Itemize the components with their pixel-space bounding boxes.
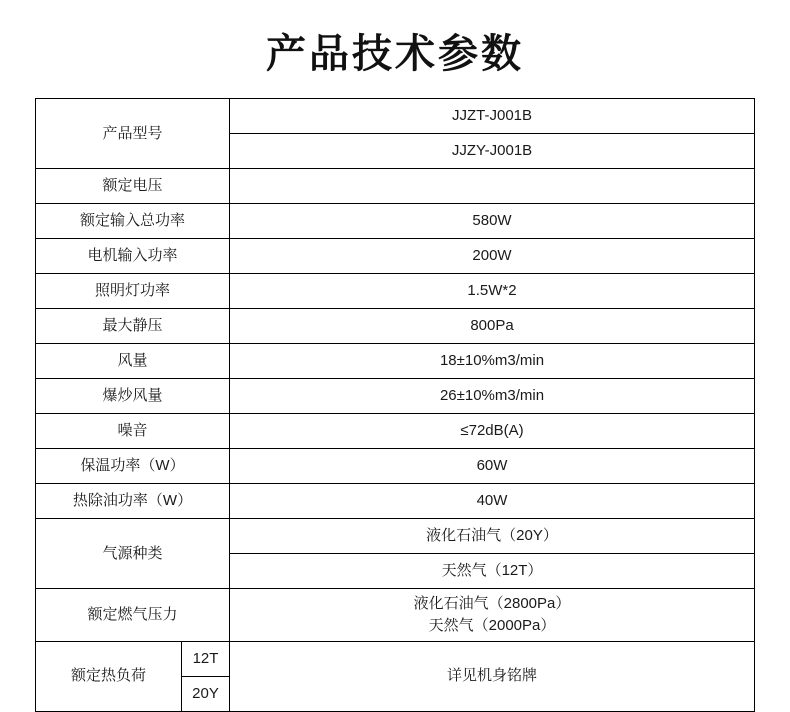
- spec-table: [35, 98, 755, 712]
- row-label: 保温功率（W）: [36, 449, 230, 484]
- table-row: [36, 239, 755, 274]
- row-value: [230, 589, 755, 642]
- row-label: 产品型号: [36, 99, 230, 169]
- row-value: ≤72dB(A): [230, 414, 755, 449]
- row-label: 风量: [36, 344, 230, 379]
- row-value: 1.5W*2: [230, 274, 755, 309]
- row-label: 额定电压: [36, 169, 230, 204]
- row-value: 详见机身铭牌: [230, 641, 755, 711]
- row-label: 电机输入功率: [36, 239, 230, 274]
- row-value: 200W: [230, 239, 755, 274]
- row-value: 60W: [230, 449, 755, 484]
- row-value: 40W: [230, 484, 755, 519]
- row-label: 额定燃气压力: [36, 589, 230, 642]
- page-title: 产品技术参数: [266, 32, 524, 76]
- row-label: 最大静压: [36, 309, 230, 344]
- row-label: 额定输入总功率: [36, 204, 230, 239]
- row-value: 580W: [230, 204, 755, 239]
- row-sublabel-12t: 12T: [182, 641, 230, 676]
- table-row: [36, 309, 755, 344]
- row-label: 噪音: [36, 414, 230, 449]
- row-value: 液化石油气（20Y）: [230, 519, 755, 554]
- row-label: 照明灯功率: [36, 274, 230, 309]
- table-row: [36, 414, 755, 449]
- table-row: [36, 204, 755, 239]
- table-row: [36, 519, 755, 554]
- row-value: JJZT-J001B: [230, 99, 755, 134]
- row-value: 800Pa: [230, 309, 755, 344]
- table-row: [36, 449, 755, 484]
- table-row: [36, 274, 755, 309]
- row-value: 天然气（12T）: [230, 554, 755, 589]
- row-value: [230, 169, 755, 204]
- table-row: [36, 484, 755, 519]
- row-value-line2: 天然气（2000Pa）: [428, 616, 556, 634]
- row-value: 18±10%m3/min: [230, 344, 755, 379]
- table-row: [36, 99, 755, 134]
- table-row: [36, 344, 755, 379]
- row-label: 热除油功率（W）: [36, 484, 230, 519]
- row-sublabel-20y: 20Y: [182, 676, 230, 711]
- row-label: 爆炒风量: [36, 379, 230, 414]
- row-label: 额定热负荷: [36, 641, 182, 711]
- table-row: [36, 589, 755, 642]
- table-row: [36, 641, 755, 676]
- row-value: JJZY-J001B: [230, 134, 755, 169]
- table-row: [36, 379, 755, 414]
- row-value: 26±10%m3/min: [230, 379, 755, 414]
- row-label: 气源种类: [36, 519, 230, 589]
- table-row: [36, 169, 755, 204]
- row-value-line1: 液化石油气（2800Pa）: [413, 595, 571, 612]
